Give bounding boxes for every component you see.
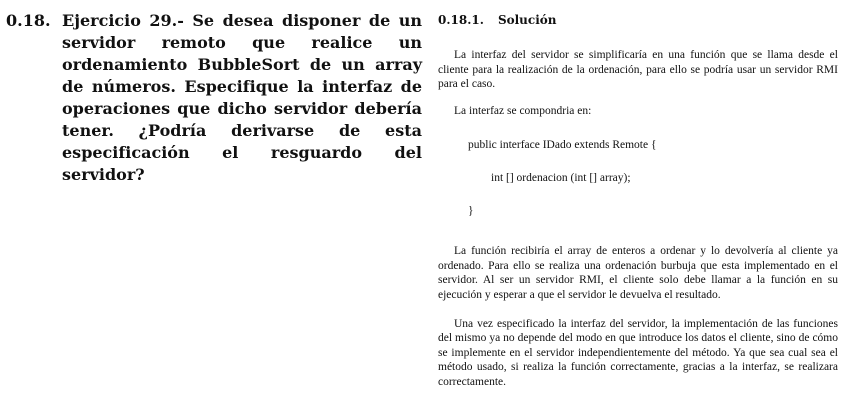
subsection-number: 0.18.1. bbox=[438, 13, 484, 27]
code-line: int [] ordenacion (int [] array); bbox=[491, 171, 631, 184]
exercise-statement: Ejercicio 29.- Se desea disponer de un servidor remoto que realice un ordenamiento BubbleSort de un array de números. Especifique la interfaz de operaciones que dicho servidor debería tener. ¿Podría derivarse de esta especificación el resguardo del servidor? bbox=[62, 11, 422, 184]
solution-section bbox=[438, 12, 838, 390]
solution-paragraph-2: La interfaz se compondria en: bbox=[454, 104, 592, 117]
solution-paragraph-1: La interfaz del servidor se simplificaría en una función que se llama desde el cliente para la realización de la ordenación, para ello se podría usar un servidor RMI para el caso. bbox=[438, 49, 838, 91]
solution-heading bbox=[438, 12, 838, 28]
code-line: } bbox=[468, 204, 474, 217]
code-listing bbox=[438, 138, 838, 218]
solution-paragraph-4: Una vez especificado la interfaz del servidor, la implementación de las funciones del mismo ya no depende del modo en que introduce los datos el cliente, sino de cómo se implemente en el servidor independientemente del método. Ya que sea cual sea el método usado, si realiza la función correctamente, gracias a la interfaz, se realizara correctamente. bbox=[438, 317, 838, 388]
section-number: 0.18. bbox=[6, 11, 51, 30]
solution-paragraph-3: La función recibiría el array de enteros a ordenar y lo devolvería al cliente ya ordenado. Para ello se realiza una ordenación burbuja que esta implementado en el servidor. Al ser un servidor RMI, el cliente solo debe llamar a la función en su ejecución y esperar a que el servidor le devuelva el resultado. bbox=[438, 245, 838, 301]
code-line: public interface IDado extends Remote { bbox=[468, 139, 657, 152]
subsection-title: Solución bbox=[497, 13, 557, 27]
